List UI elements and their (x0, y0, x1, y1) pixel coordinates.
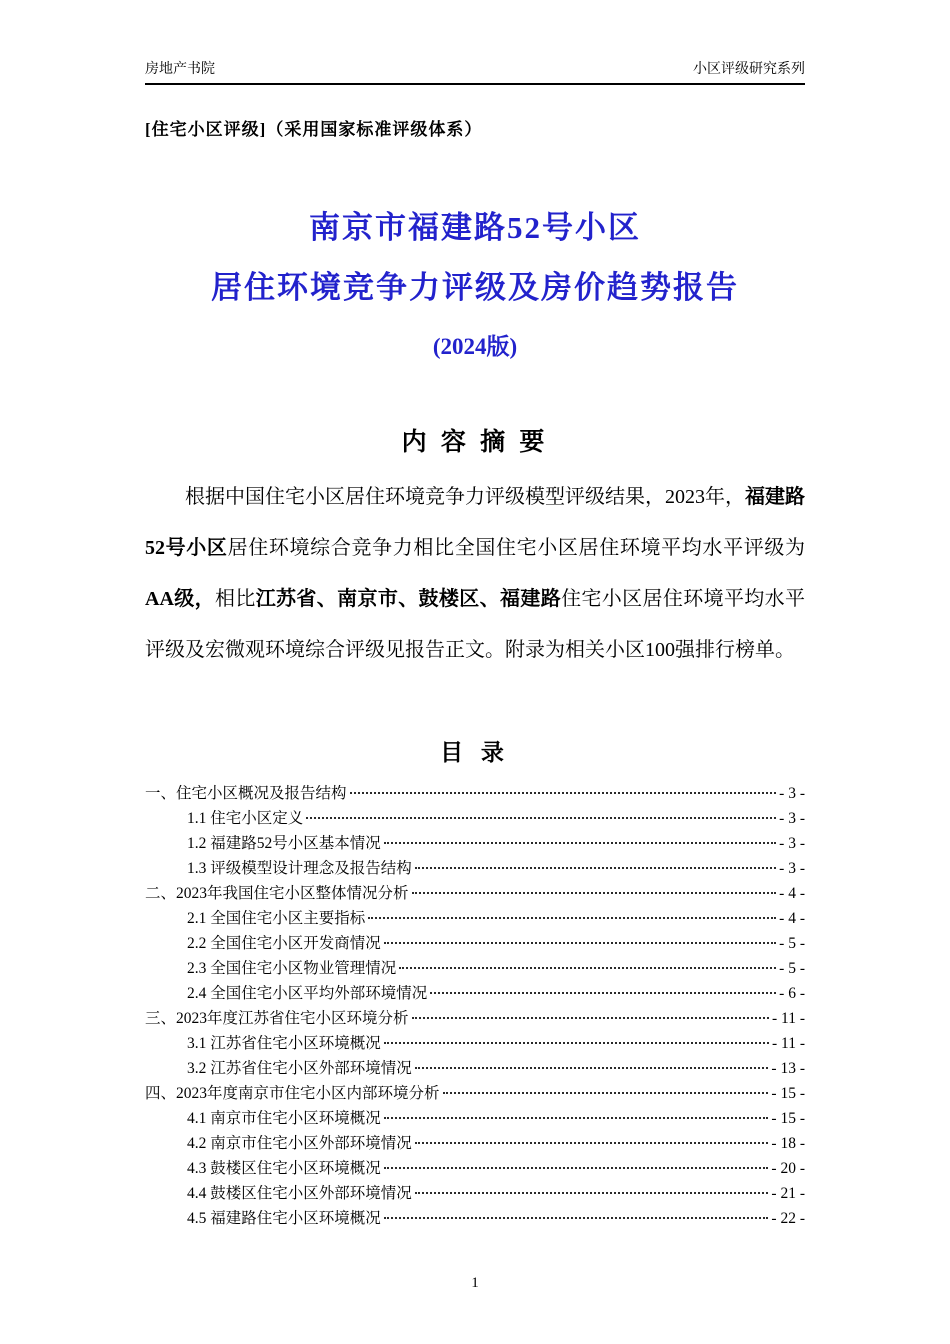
toc-item[interactable] (145, 856, 805, 881)
toc-item[interactable] (145, 981, 805, 1006)
toc-leader-dots (412, 892, 777, 894)
header-left-text: 房地产书院 (145, 62, 215, 77)
toc-item[interactable] (145, 1006, 805, 1031)
toc-leader-dots (350, 792, 777, 794)
toc-item-label: 2.3 全国住宅小区物业管理情况 (187, 959, 397, 977)
toc-leader-dots (384, 1167, 769, 1169)
summary-segment: AA级， (145, 587, 215, 610)
toc-item[interactable] (145, 1056, 805, 1081)
toc-item-label: 三、2023年度江苏省住宅小区环境分析 (145, 1009, 409, 1027)
toc-item-label: 4.2 南京市住宅小区外部环境情况 (187, 1134, 412, 1152)
toc-item-page: - 3 - (779, 834, 805, 852)
summary-heading: 内 容 摘 要 (401, 428, 549, 456)
summary-segment: 居住环境综合竞争力相比全国住宅小区居住环境平均水平评级为 (227, 536, 806, 559)
toc-leader-dots (368, 917, 776, 919)
toc-item-label: 2.4 全国住宅小区平均外部环境情况 (187, 984, 428, 1002)
report-title-line2: 居住环境竞争力评级及房价趋势报告 (211, 270, 739, 306)
toc-item[interactable] (145, 1081, 805, 1106)
toc-item-label: 2.1 全国住宅小区主要指标 (187, 909, 366, 927)
toc-leader-dots (306, 817, 776, 819)
report-title (145, 198, 805, 370)
toc-item-label: 4.1 南京市住宅小区环境概况 (187, 1109, 381, 1127)
toc-item-label: 2.2 全国住宅小区开发商情况 (187, 934, 381, 952)
toc-leader-dots (384, 842, 776, 844)
toc-item-page: - 3 - (779, 784, 805, 802)
report-title-line1: 南京市福建路52号小区 (309, 210, 641, 245)
report-title-edition: (2024版) (432, 333, 518, 359)
toc-item-page: - 5 - (779, 959, 805, 977)
header-right-text: 小区评级研究系列 (693, 62, 805, 77)
toc-item[interactable] (145, 931, 805, 956)
toc-item[interactable] (145, 1181, 805, 1206)
toc-item-page: - 13 - (771, 1059, 805, 1077)
toc-item[interactable] (145, 881, 805, 906)
report-series-label: [住宅小区评级]（采用国家标准评级体系） (145, 120, 483, 139)
toc-item-label: 3.1 江苏省住宅小区环境概况 (187, 1034, 381, 1052)
toc-item-page: - 22 - (771, 1209, 805, 1227)
toc-item-label: 1.1 住宅小区定义 (187, 809, 304, 827)
toc-item[interactable] (145, 956, 805, 981)
toc-item[interactable] (145, 1131, 805, 1156)
toc-item[interactable] (145, 1106, 805, 1131)
toc-item-page: - 15 - (771, 1084, 805, 1102)
toc-item-label: 1.3 评级模型设计理念及报告结构 (187, 859, 412, 877)
page-header (145, 58, 805, 85)
toc-item-page: - 21 - (771, 1184, 805, 1202)
toc-item-page: - 5 - (779, 934, 805, 952)
summary-segment: 根据中国住宅小区居住环境竞争力评级模型评级结果，2023年， (185, 485, 745, 508)
toc-item-page: - 4 - (779, 909, 805, 927)
toc-item-page: - 4 - (779, 884, 805, 902)
toc-item-label: 4.3 鼓楼区住宅小区环境概况 (187, 1159, 381, 1177)
toc-item[interactable] (145, 1156, 805, 1181)
toc-leader-dots (415, 1192, 769, 1194)
toc-item-label: 1.2 福建路52号小区基本情况 (187, 834, 381, 852)
toc-item[interactable] (145, 906, 805, 931)
toc-item-page: - 11 - (772, 1034, 805, 1052)
toc-item-page: - 20 - (771, 1159, 805, 1177)
toc-leader-dots (399, 967, 776, 969)
toc-item[interactable] (145, 806, 805, 831)
summary-segment: 江苏省、南京市、鼓楼区、福建路 (255, 587, 562, 610)
summary-segment: 相比 (214, 587, 256, 610)
toc-leader-dots (412, 1017, 769, 1019)
toc-list (145, 781, 805, 1231)
toc-item[interactable] (145, 1206, 805, 1231)
toc-leader-dots (384, 1042, 769, 1044)
toc-item-label: 二、2023年我国住宅小区整体情况分析 (145, 884, 409, 902)
toc-leader-dots (384, 942, 776, 944)
toc-leader-dots (430, 992, 776, 994)
toc-leader-dots (384, 1117, 769, 1119)
toc-item[interactable] (145, 781, 805, 806)
toc-leader-dots (415, 867, 776, 869)
toc-leader-dots (384, 1217, 769, 1219)
summary-segment: 住宅小区居住环境平均水平评级及宏微观环境综合评级见报告正文。附录为相关小区100强排行榜单。 (145, 587, 806, 661)
toc-item-page: - 6 - (779, 984, 805, 1002)
toc-item[interactable] (145, 831, 805, 856)
toc-item-page: - 11 - (772, 1009, 805, 1027)
toc-leader-dots (415, 1142, 769, 1144)
toc-item-label: 4.4 鼓楼区住宅小区外部环境情况 (187, 1184, 412, 1202)
toc-item-label: 四、2023年度南京市住宅小区内部环境分析 (145, 1084, 440, 1102)
toc-heading: 目 录 (440, 739, 510, 765)
toc-item[interactable] (145, 1031, 805, 1056)
toc-leader-dots (443, 1092, 769, 1094)
page-number: 1 (471, 1275, 479, 1291)
toc-leader-dots (415, 1067, 769, 1069)
toc-item-page: - 15 - (771, 1109, 805, 1127)
summary-segment: 福建路52号小区 (145, 485, 805, 559)
toc-item-label: 3.2 江苏省住宅小区外部环境情况 (187, 1059, 412, 1077)
toc-item-page: - 3 - (779, 809, 805, 827)
toc-item-page: - 18 - (771, 1134, 805, 1152)
summary-paragraph (145, 472, 805, 676)
toc-item-label: 4.5 福建路住宅小区环境概况 (187, 1209, 381, 1227)
toc-item-label: 一、住宅小区概况及报告结构 (145, 784, 347, 802)
toc-item-page: - 3 - (779, 859, 805, 877)
